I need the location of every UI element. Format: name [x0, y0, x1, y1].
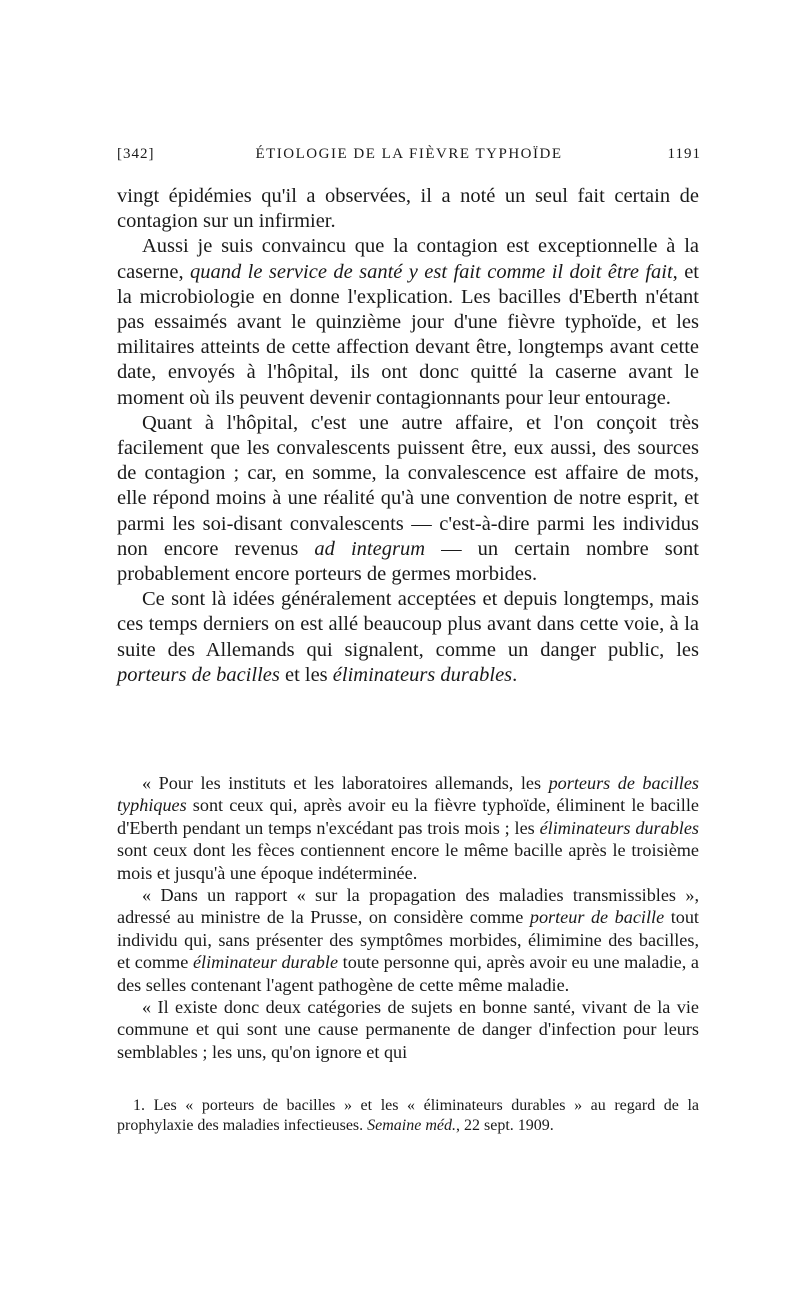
italic-phrase: quand le service de santé y est fait comme il doit être fait: [190, 260, 673, 283]
italic-phrase: porteurs de bacilles typhiques: [117, 773, 699, 816]
quote-paragraph-2: « Dans un rapport « sur la propagation des maladies transmissibles », adressé au ministre de la Prusse, on considère comme porteur de bacille tout individu qui, sans présenter des symptômes morbides, élimimine des bacilles, et comme éliminateur durable toute personne qui, après avoir eu une maladie, a des selles contenant l'agent pathogène de cette même maladie.: [117, 885, 699, 995]
italic-phrase: Semaine méd.: [367, 1116, 456, 1134]
italic-phrase: éliminateurs durables: [332, 663, 513, 686]
italic-phrase: éliminateur durable: [192, 952, 339, 973]
folio-number: 1191: [667, 146, 701, 162]
footnote: [117, 1096, 699, 1135]
italic-phrase: porteur de bacille: [529, 907, 665, 928]
paragraph-2: Aussi je suis convaincu que la contagion est exceptionnelle à la caserne, quand le service de santé y est fait comme il doit être fait, et la microbiologie en donne l'explication. Les bacilles d'Eberth n'étant pas essaimés avant le quinzième jour d'une fièvre typhoïde, et les militaires atteints de cette affection devant être, longtemps avant cette date, envoyés à l'hôpital, ils ont donc quitté la caserne avant le moment où ils peuvent devenir contagionnants pour leur entourage.: [117, 235, 700, 409]
paragraph-1: vingt épidémies qu'il a observées, il a noté un seul fait certain de contagion sur un infirmier.: [117, 185, 699, 233]
italic-phrase: éliminateurs durables: [539, 817, 699, 838]
page-reference: [342]: [117, 146, 155, 162]
quote-paragraph-1: « Pour les instituts et les laboratoires allemands, les porteurs de bacilles typhiques sont ceux qui, après avoir eu la fièvre typhoïde, éliminent le bacille d'Eberth pendant un temps n'excédant pas trois mois ; les éliminateurs durables sont ceux dont les fèces contiennent encore le même bacille après le troisième mois et jusqu'à une époque indéterminée.: [117, 773, 699, 883]
footnote-1: 1. Les « porteurs de bacilles » et les « éliminateurs durables » au regard de la prophylaxie des maladies infectieuses. Semaine méd., 22 sept. 1909.: [117, 1097, 699, 1134]
main-text: [117, 184, 699, 688]
paragraph-4: Ce sont là idées généralement acceptées et depuis longtemps, mais ces temps derniers on est allé beaucoup plus avant dans cette voie, à la suite des Allemands qui signalent, comme un danger public, les porteurs de bacilles et les éliminateurs durables.: [117, 588, 699, 686]
italic-phrase: ad integrum: [314, 537, 425, 560]
block-quote: [117, 772, 699, 1063]
quote-paragraph-3: « Il existe donc deux catégories de sujets en bonne santé, vivant de la vie commune et qui sont une cause permanente de danger d'infection pour leurs semblables ; les uns, qu'on ignore et qui: [117, 997, 699, 1062]
running-title: ÉTIOLOGIE DE LA FIÈVRE TYPHOÏDE: [255, 146, 563, 162]
running-header: [117, 146, 701, 168]
paragraph-3: Quant à l'hôpital, c'est une autre affaire, et l'on conçoit très facilement que les convalescents puissent être, eux aussi, des sources de contagion ; car, en somme, la convalescence est affaire de mots, elle répond moins à une réalité qu'à une convention de notre esprit, et parmi les soi-disant convalescents — c'est-à-dire parmi les individus non encore revenus ad integrum — un certain nombre sont probablement encore porteurs de germes morbides.: [117, 411, 699, 586]
italic-phrase: porteurs de bacilles: [117, 663, 280, 686]
